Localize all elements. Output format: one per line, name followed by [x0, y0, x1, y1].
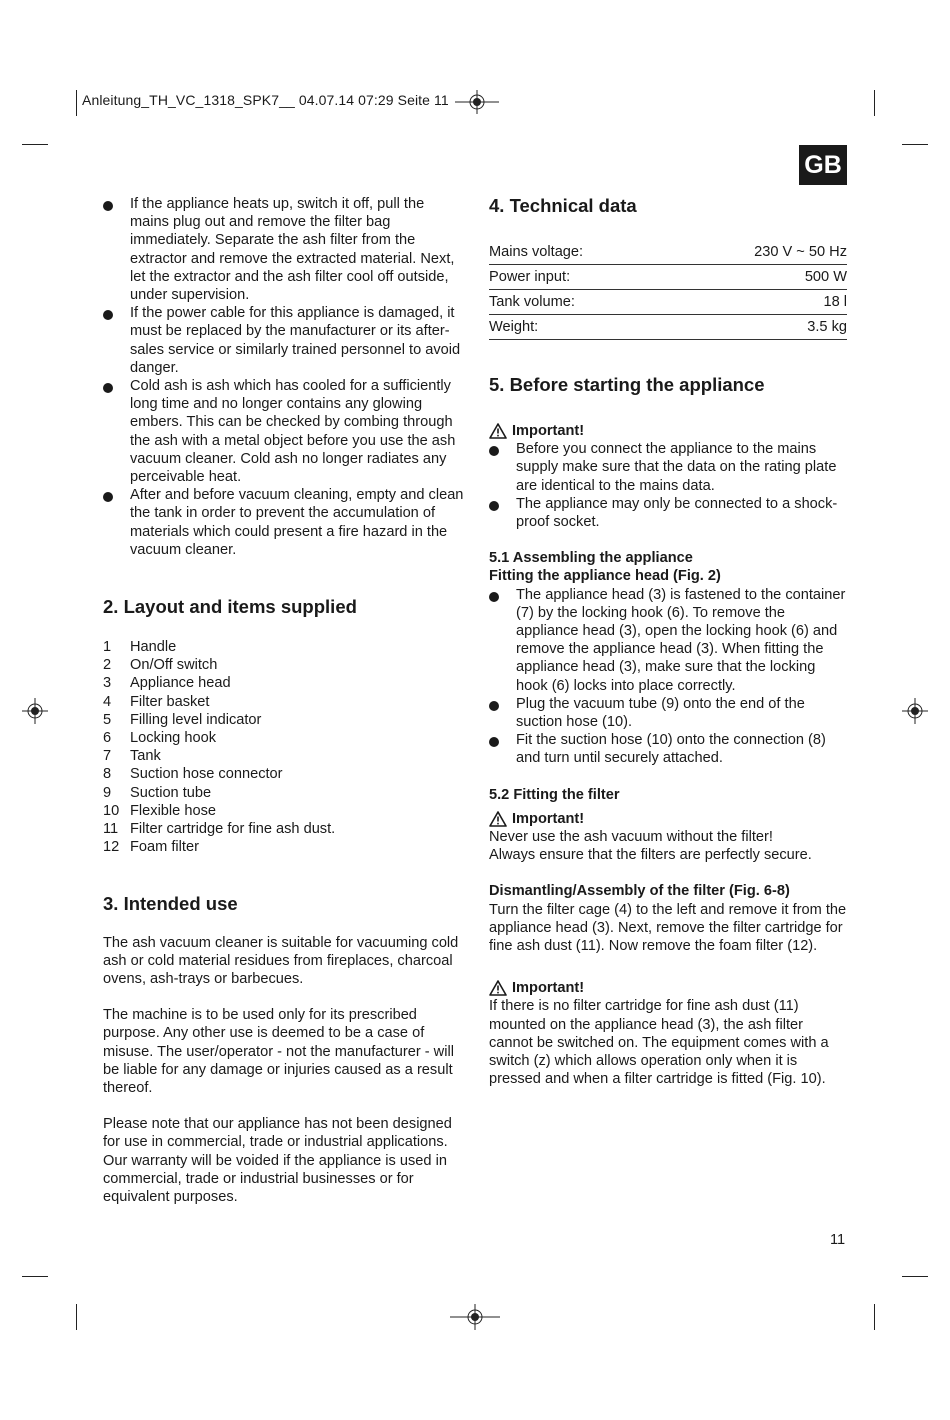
list-item: 7 Tank [103, 748, 161, 765]
subsection-title: 5.2 Fitting the filter [489, 786, 620, 803]
technical-data-table [489, 240, 847, 340]
crop-mark [76, 1304, 77, 1330]
registration-mark-icon [450, 1304, 500, 1330]
subsection-subtitle: Fitting the appliance head (Fig. 2) [489, 568, 721, 585]
subsection-title: Dismantling/Assembly of the filter (Fig. 6-8) [489, 883, 790, 900]
list-item: 10 Flexible hose [103, 802, 216, 819]
right-column [489, 195, 847, 1089]
list-item: If the appliance heats up, switch it off, pull the mains plug out and remove the filter bag immediately. Separate the ash filter from the extractor and remove the extracted material. Next, let the extractor and the ash filter cool off outside, under supervision. [103, 195, 465, 304]
list-item: 5 Filling level indicator [103, 711, 262, 728]
crop-mark [22, 1276, 48, 1277]
list-item: Fit the suction hose (10) onto the connection (8) and turn until securely attached. [489, 731, 847, 767]
items-list [103, 638, 465, 856]
section-title: 5. Before starting the appliance [489, 374, 765, 395]
crop-mark [76, 90, 77, 116]
left-column [103, 195, 465, 1206]
list-item: 12 Foam filter [103, 839, 199, 856]
list-item: The appliance head (3) is fastened to the container (7) by the locking hook (6). To remove the appliance head (3), open the locking hook (6) and remove the appliance head (3). When fitting the appliance head (3), make sure that the locking hook (6) locks into place correctly. [489, 586, 847, 695]
list-item: Cold ash is ash which has cooled for a sufficiently long time and no longer contains any glowing embers. This can be checked by combing through the ash with a metal object before you use the ash vacuum cleaner. Cold ash no longer radiates any perceivable heat. [103, 377, 465, 486]
list-item: 2 On/Off switch [103, 657, 218, 674]
paragraph: Please note that our appliance has not been designed for use in commercial, trade or industrial applications. Our warranty will be voided if the appliance is used in commercial, trade or industrial businesses or for equivalent purposes. [103, 1116, 452, 1205]
registration-mark-icon [902, 698, 928, 724]
list-item: 11 Filter cartridge for fine ash dust. [103, 821, 336, 838]
list-item: After and before vacuum cleaning, empty and clean the tank in order to prevent the accumulation of materials which could present a fire hazard in the vacuum cleaner. [103, 486, 465, 559]
important-note: Important! [489, 810, 847, 828]
table-row: Mains voltage: 230 V ~ 50 Hz [489, 240, 847, 265]
subsection-title: 5.1 Assembling the appliance [489, 550, 693, 567]
safety-bullet-list [103, 195, 465, 559]
table-row: Tank volume: 18 l [489, 290, 847, 315]
registration-mark-icon [22, 698, 48, 724]
crop-mark [902, 144, 928, 145]
list-item: 3 Appliance head [103, 675, 231, 692]
crop-mark [902, 1276, 928, 1277]
paragraph: The ash vacuum cleaner is suitable for vacuuming cold ash or cold material residues from fireplaces, charcoal ovens, ash-trays or barbecues. [103, 934, 459, 987]
paragraph: If there is no filter cartridge for fine ash dust (11) mounted on the appliance head (3), the ash filter cannot be switched on. The equipment comes with a switch (z) which allows operation only when it is pressed and when a filter cartridge is fitted (Fig. 10). [489, 998, 829, 1088]
list-item: If the power cable for this appliance is damaged, it must be replaced by the manufacturer or its after-sales service or similarly trained personnel to avoid danger. [103, 304, 465, 377]
important-note: Important! [489, 422, 847, 440]
list-item: 8 Suction hose connector [103, 766, 283, 783]
section-title: 4. Technical data [489, 195, 637, 216]
page-number: 11 [830, 1232, 846, 1248]
important-bullet-list [489, 440, 847, 531]
crop-mark [22, 144, 48, 145]
crop-mark [874, 1304, 875, 1330]
section-title: 3. Intended use [103, 892, 238, 914]
assembly-bullet-list [489, 586, 847, 768]
list-item: Before you connect the appliance to the mains supply make sure that the data on the rating plate are identical to the mains data. [489, 440, 847, 495]
warning-icon [489, 980, 507, 996]
list-item: Plug the vacuum tube (9) onto the end of the suction hose (10). [489, 695, 847, 731]
list-item: 9 Suction tube [103, 784, 212, 801]
paragraph: Never use the ash vacuum without the filter! Always ensure that the filters are perfectly secure. [489, 829, 812, 864]
print-slug: Anleitung_TH_VC_1318_SPK7__ 04.07.14 07:29 Seite 11 [82, 92, 449, 108]
warning-icon [489, 423, 507, 439]
table-row: Power input: 500 W [489, 265, 847, 290]
list-item: 6 Locking hook [103, 730, 217, 747]
paragraph: The machine is to be used only for its prescribed purpose. Any other use is deemed to be a case of misuse. The user/operator - not the manufacturer - will be liable for any damage or injuries caused as a result thereof. [103, 1007, 454, 1096]
important-note: Important! [489, 979, 847, 997]
crop-mark [874, 90, 875, 116]
list-item: 4 Filter basket [103, 693, 210, 710]
section-title: 2. Layout and items supplied [103, 596, 357, 618]
list-item: The appliance may only be connected to a shock-proof socket. [489, 495, 847, 531]
list-item: 1 Handle [103, 639, 177, 656]
language-badge: GB [799, 145, 847, 185]
warning-icon [489, 811, 507, 827]
registration-mark-icon [455, 90, 499, 114]
paragraph: Turn the filter cage (4) to the left and remove it from the appliance head (3). Next, remove the filter cartridge for fine ash dust (11). Now remove the foam filter (12). [489, 901, 847, 955]
table-row: Weight: 3.5 kg [489, 315, 847, 340]
